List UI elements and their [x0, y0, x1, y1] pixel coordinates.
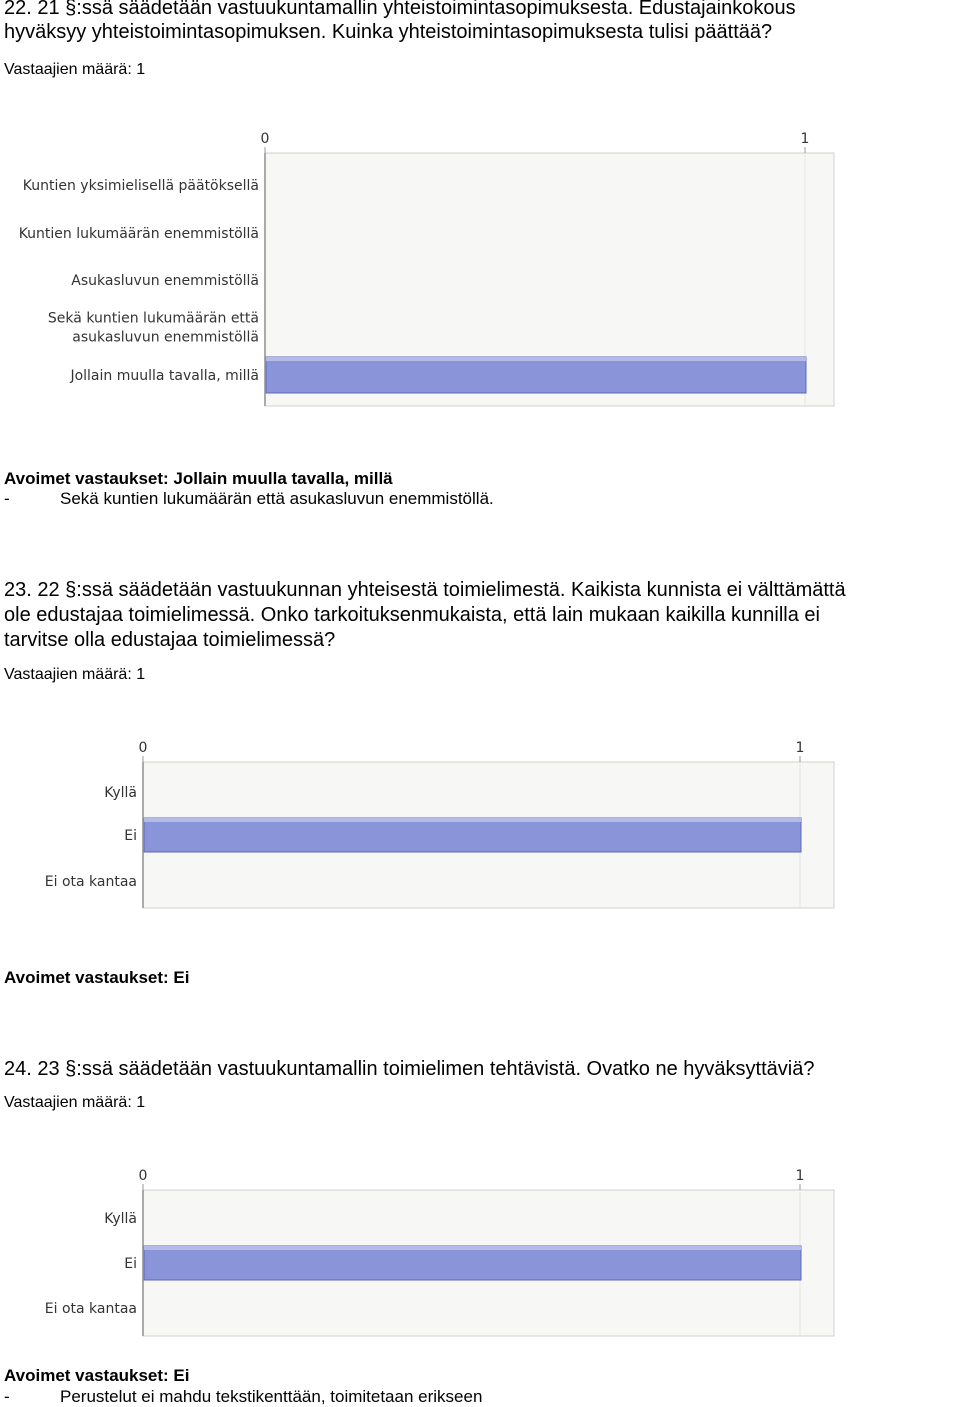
category-label: Kuntien yksimielisellä päätöksellä: [22, 178, 259, 194]
q24-open-answers-heading: Avoimet vastaukset: Ei: [4, 1366, 190, 1385]
category-label: Ei: [124, 1256, 137, 1272]
category-label: Kyllä: [104, 785, 137, 801]
q23-bar-chart: [0, 732, 960, 917]
category-label: Asukasluvun enemmistöllä: [71, 273, 259, 289]
bar: [144, 818, 801, 852]
tick-label: 0: [138, 1168, 148, 1184]
answer-text: Perustelut ei mahdu tekstikenttään, toimitetaan erikseen: [60, 1387, 483, 1406]
category-label: asukasluvun enemmistöllä: [72, 329, 259, 346]
q23-question-line2: ole edustajaa toimielimessä. Onko tarkoituksenmukaista, että lain mukaan kaikilla kunnilla ei: [4, 604, 820, 626]
q22-respondent-count: Vastaajien määrä: 1: [4, 61, 146, 78]
answer-text: Sekä kuntien lukumäärän että asukasluvun enemmistöllä.: [60, 489, 494, 508]
category-label: Ei ota kantaa: [44, 1301, 137, 1317]
q24-question-line1: 24. 23 §:ssä säädetään vastuukuntamallin toimielimen tehtävistä. Ovatko ne hyväksyttäviä?: [4, 1058, 815, 1080]
tick-label: 1: [795, 740, 805, 756]
bar: [144, 1246, 801, 1280]
bar-highlight: [144, 1246, 801, 1250]
tick-label: 1: [800, 131, 810, 147]
q23-question-line1: 23. 22 §:ssä säädetään vastuukunnan yhteisestä toimielimestä. Kaikista kunnista ei välttämättä: [4, 579, 846, 601]
tick-label: 0: [260, 131, 270, 147]
tick-label: 0: [138, 740, 148, 756]
category-label: Ei ota kantaa: [44, 874, 137, 890]
q23-open-answers-heading: Avoimet vastaukset: Ei: [4, 968, 190, 987]
category-label: Kyllä: [104, 1211, 137, 1227]
bar-highlight: [266, 357, 806, 361]
q23-respondent-count: Vastaajien määrä: 1: [4, 666, 146, 683]
q22-question-line2: hyväksyy yhteistoimintasopimuksen. Kuinka yhteistoimintasopimuksesta tulisi päättää?: [4, 21, 773, 43]
category-label: Kuntien lukumäärän enemmistöllä: [18, 226, 259, 242]
q22-open-answers-heading: Avoimet vastaukset: Jollain muulla tavalla, millä: [4, 469, 393, 488]
bar-highlight: [144, 818, 801, 822]
answer-dash: -: [4, 1387, 10, 1406]
q22-open-answer: [4, 489, 494, 509]
tick-label: 1: [795, 1168, 805, 1184]
q24-open-answer: [4, 1387, 482, 1407]
q22-bar-chart: [0, 120, 960, 420]
q24-bar-chart: [0, 1160, 960, 1345]
q23-question-line3: tarvitse olla edustajaa toimielimessä?: [4, 629, 336, 651]
q24-respondent-count: Vastaajien määrä: 1: [4, 1094, 146, 1111]
q22-question-line1: 22. 21 §:ssä säädetään vastuukuntamallin yhteistoimintasopimuksesta. Edustajainkokous: [4, 0, 796, 19]
answer-dash: -: [4, 489, 10, 508]
category-label: Ei: [124, 828, 137, 844]
category-label: Sekä kuntien lukumäärän että: [47, 310, 259, 327]
bar: [266, 357, 806, 393]
category-label: Jollain muulla tavalla, millä: [70, 368, 259, 384]
